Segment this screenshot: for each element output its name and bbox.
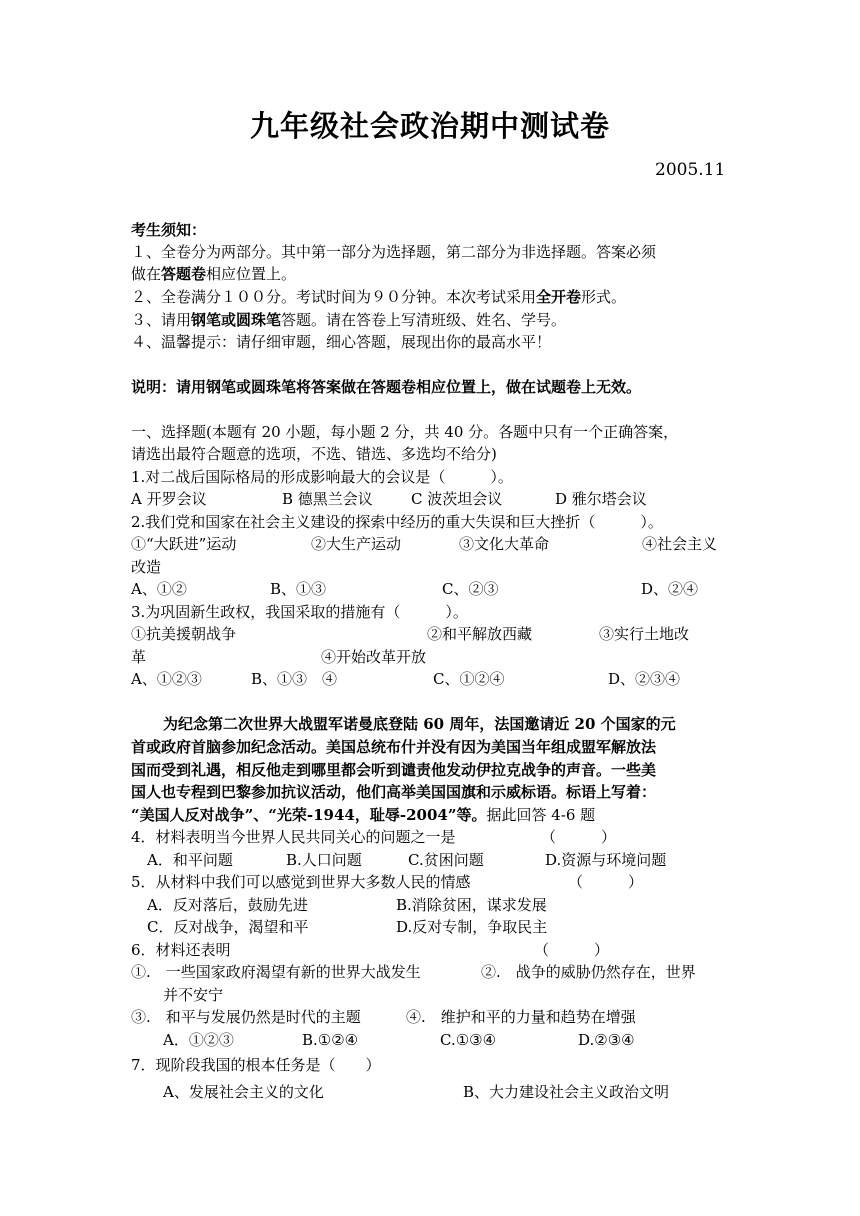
passage-line-2: 首或政府首脑参加纪念活动。美国总统布什并没有因为美国当年组成盟军解放法: [131, 738, 657, 756]
notice-item-3: [131, 310, 566, 330]
q4-option-c: C.贫困问题: [408, 851, 484, 869]
q6-item-2a: ②. 战争的威胁仍然存在，世界: [481, 963, 696, 981]
notice-item-2-pre: ２、全卷满分１００分。考试时间为９０分钟。本次考试采用: [131, 288, 537, 306]
q1-option-d: D 雅尔塔会议: [555, 490, 647, 508]
section-1-header-b: 请选出最符合题意的选项，不选、错选、多选均不给分): [131, 445, 497, 463]
q6-option-a: A．①②③: [163, 1031, 234, 1049]
q4-option-d: D.资源与环境问题: [545, 851, 667, 869]
q6-paren: （ ）: [534, 941, 610, 959]
passage-line-4: 国人也专程到巴黎参加抗议活动，他们高举美国国旗和示威标语。标语上写着：: [131, 783, 657, 801]
notice-item-1b-post: 相应位置上。: [206, 265, 297, 283]
q6-option-d: D.②③④: [578, 1031, 635, 1049]
notice-heading: 考生须知：: [131, 221, 207, 239]
q1-option-a: A 开罗会议: [131, 490, 207, 508]
passage-line-3: 国而受到礼遇，相反他走到哪里都会听到谴责他发动伊拉克战争的声音。一些美: [131, 761, 657, 779]
q3-stem: 3.为巩固新生政权，我国采取的措施有（ ）。: [131, 603, 468, 621]
q5-option-b: B.消除贫困，谋求发展: [396, 896, 547, 914]
q2-option-c: C、②③: [442, 580, 499, 598]
q3-item-1: ①抗美援朝战争: [131, 625, 237, 643]
notice-item-1b: [131, 264, 296, 284]
q7-stem: 7．现阶段我国的根本任务是（ ）: [131, 1056, 381, 1074]
q5-option-d: D.反对专制，争取民主: [396, 918, 548, 936]
instruction: 说明：请用钢笔或圆珠笔将答案做在答题卷相应位置上，做在试题卷上无效。: [131, 378, 642, 396]
q3-option-a: A、①②③: [131, 670, 202, 688]
q7-option-b: B、大力建设社会主义政治文明: [463, 1083, 670, 1101]
notice-item-1a: １、全卷分为两部分。其中第一部分为选择题，第二部分为非选择题。答案必须: [131, 243, 657, 261]
q6-item-3: ③. 和平与发展仍然是时代的主题: [131, 1008, 361, 1026]
q2-item-4a: ④社会主义: [642, 535, 718, 553]
notice-item-3-post: 答题。请在答卷上写清班级、姓名、学号。: [281, 311, 567, 329]
q3-item-3a: ③实行土地改: [599, 625, 690, 643]
q3-option-b: B、①③ ④: [251, 670, 338, 688]
q5-paren: （ ）: [568, 873, 644, 891]
q1-stem: 1.对二战后国际格局的形成影响最大的会议是（ ）。: [131, 468, 513, 486]
q5-option-c: C．反对战争，渴望和平: [147, 918, 309, 936]
q6-item-4: ④. 维护和平的力量和趋势在增强: [406, 1008, 636, 1026]
q6-item-1: ①. 一些国家政府渴望有新的世界大战发生: [131, 963, 421, 981]
q4-paren: （ ）: [541, 828, 617, 846]
notice-item-3-bold: 钢笔或圆珠笔: [191, 311, 282, 329]
q2-item-4b: 改造: [131, 558, 162, 576]
passage-line-1: 为纪念第二次世界大战盟军诺曼底登陆 60 周年，法国邀请近 20 个国家的元: [163, 715, 676, 733]
q2-item-1: ①“大跃进”运动: [131, 535, 237, 553]
q2-option-a: A、①②: [131, 580, 187, 598]
section-1-header-a: 一、选择题(本题有 20 小题，每小题 2 分，共 40 分。各题中只有一个正确答案，: [131, 423, 679, 441]
q3-option-d: D、②③④: [608, 670, 681, 688]
q1-option-b: B 德黑兰会议: [282, 490, 373, 508]
q3-item-4: ④开始改革开放: [321, 648, 427, 666]
notice-item-2-post: 形式。: [581, 288, 627, 306]
q2-option-b: B、①③: [270, 580, 327, 598]
q3-item-2: ②和平解放西藏: [427, 625, 533, 643]
q7-option-a: A、发展社会主义的文化: [163, 1083, 324, 1101]
q4-stem: 4．材料表明当今世界人民共同关心的问题之一是: [131, 828, 456, 846]
q5-option-a: A．反对落后，鼓励先进: [147, 896, 308, 914]
notice-item-2-bold: 全开卷: [536, 288, 582, 306]
q6-stem: 6．材料还表明: [131, 941, 231, 959]
notice-item-4: ４、温馨提示：请仔细审题，细心答题，展现出你的最高水平！: [131, 333, 552, 351]
q2-stem: 2.我们党和国家在社会主义建设的探索中经历的重大失误和巨大挫折（ ）。: [131, 513, 663, 531]
q6-item-2b: 并不安宁: [163, 986, 224, 1004]
passage-instruction: 据此回答 4-6 题: [486, 806, 596, 824]
exam-date: 2005.11: [655, 160, 726, 180]
q4-option-b: B.人口问题: [286, 851, 362, 869]
page-title: 九年级社会政治期中测试卷: [249, 109, 610, 143]
q1-option-c: C 波茨坦会议: [411, 490, 503, 508]
q5-stem: 5．从材料中我们可以感觉到世界大多数人民的情感: [131, 873, 471, 891]
passage-slogans: “美国人反对战争”、“光荣-1944，耻辱-2004”等。: [131, 806, 487, 824]
notice-item-1b-pre: 做在: [131, 265, 162, 283]
q6-option-b: B.①②④: [302, 1031, 359, 1049]
notice-item-3-pre: ３、请用: [131, 311, 192, 329]
q2-item-2: ②大生产运动: [311, 535, 402, 553]
passage-line-5: [131, 805, 595, 825]
q4-option-a: A．和平问题: [147, 851, 233, 869]
q3-item-3b: 革: [131, 648, 147, 666]
notice-item-1b-bold: 答题卷: [161, 265, 207, 283]
q2-item-3: ③文化大革命: [459, 535, 550, 553]
q3-option-c: C、①②④: [433, 670, 505, 688]
notice-item-2: [131, 287, 626, 307]
q2-option-d: D、②④: [641, 580, 699, 598]
q6-option-c: C.①③④: [440, 1031, 497, 1049]
